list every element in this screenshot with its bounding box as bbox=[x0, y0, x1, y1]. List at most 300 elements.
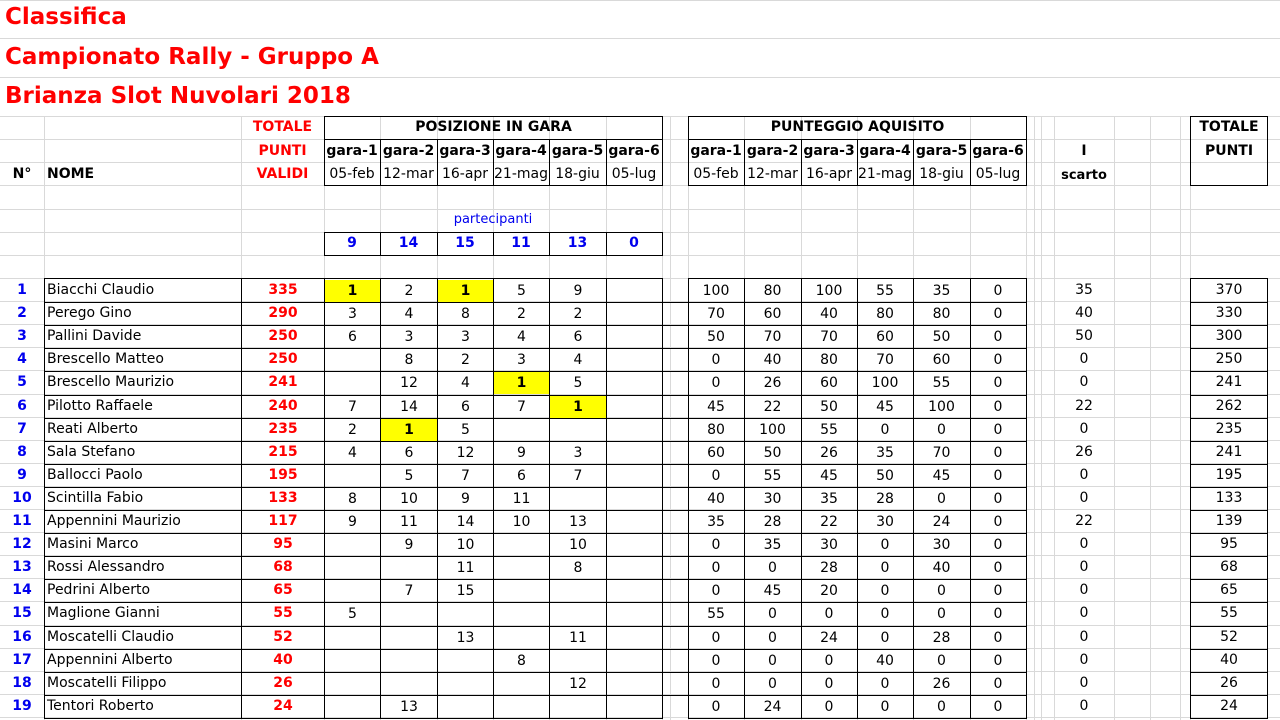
row-name: Appennini Alberto bbox=[47, 652, 173, 668]
row-scarto: 40 bbox=[1075, 305, 1093, 321]
participants-gara-4: 11 bbox=[511, 235, 531, 251]
position-cell bbox=[550, 696, 606, 718]
points-cell: 0 bbox=[993, 283, 1003, 299]
row-number: 17 bbox=[12, 652, 32, 668]
points-cell: 40 bbox=[707, 491, 725, 507]
row-punti-validi: 335 bbox=[268, 282, 298, 298]
points-cell: 0 bbox=[711, 468, 721, 484]
position-cell bbox=[325, 580, 380, 602]
points-cell: 0 bbox=[993, 445, 1003, 461]
row-scarto: 35 bbox=[1075, 282, 1093, 298]
position-cell bbox=[438, 650, 493, 672]
row-totale: 139 bbox=[1215, 513, 1243, 529]
grid-line-h bbox=[0, 77, 1280, 78]
points-cell: 0 bbox=[880, 560, 890, 576]
position-cell: 6 bbox=[573, 329, 583, 345]
position-cell bbox=[607, 627, 662, 649]
position-cell: 10 bbox=[512, 514, 531, 530]
row-divider bbox=[1190, 695, 1268, 696]
position-gara-2: gara-2 bbox=[382, 143, 435, 159]
grid-line-v bbox=[1114, 116, 1115, 720]
points-cell: 0 bbox=[993, 514, 1003, 530]
row-number: 19 bbox=[12, 698, 32, 714]
points-cell: 0 bbox=[993, 699, 1003, 715]
points-cell: 55 bbox=[763, 468, 782, 484]
position-cell: 1 bbox=[550, 396, 606, 418]
position-cell bbox=[550, 580, 606, 602]
position-cell: 5 bbox=[404, 468, 414, 484]
position-date-1: 05-feb bbox=[329, 166, 375, 182]
points-cell: 30 bbox=[876, 514, 894, 530]
position-cell: 4 bbox=[348, 445, 357, 461]
position-cell bbox=[550, 603, 606, 625]
position-cell: 1 bbox=[325, 280, 380, 302]
position-cell bbox=[494, 419, 549, 441]
row-number: 16 bbox=[12, 629, 32, 645]
position-cell: 1 bbox=[438, 280, 493, 302]
points-cell: 70 bbox=[876, 352, 894, 368]
row-name: Pallini Davide bbox=[47, 328, 142, 344]
points-cell: 26 bbox=[820, 445, 838, 461]
position-cell bbox=[607, 557, 662, 579]
position-cell: 6 bbox=[517, 468, 526, 484]
row-totale: 330 bbox=[1215, 305, 1243, 321]
points-cell: 0 bbox=[993, 422, 1003, 438]
position-cell bbox=[607, 673, 662, 695]
position-cell bbox=[381, 673, 437, 695]
position-gara-5: gara-5 bbox=[551, 143, 604, 159]
position-cell: 3 bbox=[573, 445, 583, 461]
position-cell bbox=[381, 557, 437, 579]
points-cell: 80 bbox=[763, 283, 782, 299]
row-divider bbox=[1190, 556, 1268, 557]
points-cell: 45 bbox=[820, 468, 838, 484]
row-number: 14 bbox=[12, 582, 32, 598]
row-number: 18 bbox=[12, 675, 32, 691]
row-name: Biacchi Claudio bbox=[47, 282, 155, 298]
points-cell: 0 bbox=[824, 653, 834, 669]
row-punti-validi: 52 bbox=[273, 629, 293, 645]
row-number: 1 bbox=[17, 282, 27, 298]
row-totale: 95 bbox=[1220, 536, 1238, 552]
grid-line-h bbox=[0, 38, 1280, 39]
row-scarto: 0 bbox=[1079, 605, 1089, 621]
row-scarto: 0 bbox=[1079, 421, 1089, 437]
row-totale: 133 bbox=[1215, 490, 1243, 506]
points-cell: 26 bbox=[763, 375, 782, 391]
position-cell: 6 bbox=[348, 329, 357, 345]
header-number: N° bbox=[12, 166, 32, 182]
position-cell: 13 bbox=[569, 514, 587, 530]
points-cell: 50 bbox=[763, 445, 782, 461]
position-cell bbox=[494, 627, 549, 649]
points-cell: 0 bbox=[993, 560, 1003, 576]
position-cell bbox=[325, 534, 380, 556]
position-cell: 9 bbox=[573, 283, 583, 299]
row-punti-validi: 215 bbox=[268, 444, 298, 460]
points-gara-2: gara-2 bbox=[746, 143, 799, 159]
row-punti-validi: 250 bbox=[268, 328, 298, 344]
points-cell: 0 bbox=[768, 560, 777, 576]
position-gara-4: gara-4 bbox=[495, 143, 547, 159]
points-cell: 0 bbox=[711, 583, 721, 599]
position-cell: 5 bbox=[517, 283, 526, 299]
points-cell: 50 bbox=[876, 468, 894, 484]
points-cell: 80 bbox=[820, 352, 838, 368]
row-divider bbox=[1190, 418, 1268, 419]
row-totale: 65 bbox=[1220, 582, 1238, 598]
points-cell: 0 bbox=[937, 653, 946, 669]
row-scarto: 0 bbox=[1079, 629, 1089, 645]
position-cell bbox=[494, 557, 549, 579]
position-cell bbox=[607, 603, 662, 625]
position-cell bbox=[438, 673, 493, 695]
points-cell: 0 bbox=[993, 630, 1003, 646]
points-cell: 0 bbox=[711, 699, 721, 715]
row-divider bbox=[1190, 533, 1268, 534]
position-gara-1: gara-1 bbox=[326, 143, 378, 159]
position-cell: 12 bbox=[400, 375, 418, 391]
row-divider bbox=[1190, 348, 1268, 349]
row-divider bbox=[1190, 371, 1268, 372]
row-totale: 40 bbox=[1220, 652, 1238, 668]
points-cell: 0 bbox=[768, 606, 777, 622]
position-cell bbox=[607, 696, 662, 718]
points-cell: 24 bbox=[820, 630, 838, 646]
points-cell: 100 bbox=[928, 399, 955, 415]
points-cell: 80 bbox=[876, 306, 894, 322]
row-totale: 55 bbox=[1220, 605, 1238, 621]
points-cell: 35 bbox=[932, 283, 951, 299]
points-cell: 50 bbox=[932, 329, 951, 345]
position-cell: 7 bbox=[404, 583, 414, 599]
position-cell bbox=[494, 673, 549, 695]
points-cell: 0 bbox=[711, 653, 721, 669]
row-totale: 250 bbox=[1215, 351, 1243, 367]
header-nome: NOME bbox=[47, 166, 95, 182]
position-cell: 3 bbox=[517, 352, 526, 368]
header-scarto-i: I bbox=[1081, 143, 1087, 159]
position-cell: 2 bbox=[517, 306, 526, 322]
points-cell: 80 bbox=[932, 306, 951, 322]
row-name: Perego Gino bbox=[47, 305, 132, 321]
position-cell bbox=[494, 534, 549, 556]
position-gara-3: gara-3 bbox=[439, 143, 491, 159]
row-divider bbox=[1190, 487, 1268, 488]
position-cell: 5 bbox=[573, 375, 583, 391]
position-date-3: 16-apr bbox=[441, 166, 489, 182]
position-cell: 11 bbox=[512, 491, 531, 507]
grid-line-v bbox=[1034, 116, 1035, 720]
row-divider bbox=[1190, 464, 1268, 465]
points-cell: 60 bbox=[763, 306, 782, 322]
points-cell: 0 bbox=[880, 606, 890, 622]
points-cell: 0 bbox=[824, 699, 834, 715]
points-cell: 35 bbox=[876, 445, 894, 461]
row-scarto: 50 bbox=[1075, 328, 1093, 344]
position-cell bbox=[607, 650, 662, 672]
position-date-2: 12-mar bbox=[383, 166, 434, 182]
points-cell: 0 bbox=[711, 560, 721, 576]
row-divider bbox=[1190, 325, 1268, 326]
row-punti-validi: 117 bbox=[268, 513, 298, 529]
row-totale: 241 bbox=[1215, 374, 1243, 390]
position-cell bbox=[494, 603, 549, 625]
row-name: Pedrini Alberto bbox=[47, 582, 151, 598]
header-punti: PUNTI bbox=[258, 143, 307, 159]
row-number: 7 bbox=[17, 421, 27, 437]
position-cell: 7 bbox=[461, 468, 470, 484]
position-cell: 8 bbox=[517, 653, 526, 669]
points-cell: 0 bbox=[880, 422, 890, 438]
points-cell: 0 bbox=[768, 676, 777, 692]
points-cell: 0 bbox=[937, 422, 946, 438]
position-cell: 4 bbox=[573, 352, 583, 368]
points-cell: 80 bbox=[707, 422, 725, 438]
row-number: 8 bbox=[17, 444, 27, 460]
position-cell: 2 bbox=[348, 422, 357, 438]
participants-gara-5: 13 bbox=[567, 235, 588, 251]
position-cell bbox=[325, 372, 380, 394]
points-date-5: 18-giu bbox=[919, 166, 964, 182]
participants-label: partecipanti bbox=[453, 212, 533, 227]
position-cell: 10 bbox=[400, 491, 418, 507]
points-cell: 0 bbox=[937, 491, 946, 507]
points-cell: 35 bbox=[707, 514, 725, 530]
row-number: 6 bbox=[17, 398, 27, 414]
position-cell: 9 bbox=[348, 514, 357, 530]
row-scarto: 26 bbox=[1075, 444, 1093, 460]
row-totale: 300 bbox=[1215, 328, 1243, 344]
points-cell: 35 bbox=[820, 491, 838, 507]
points-cell: 55 bbox=[707, 606, 725, 622]
row-divider bbox=[1190, 672, 1268, 673]
position-cell: 10 bbox=[456, 537, 475, 553]
position-cell: 13 bbox=[456, 630, 475, 646]
points-cell: 0 bbox=[880, 583, 890, 599]
points-cell: 70 bbox=[932, 445, 951, 461]
row-scarto: 22 bbox=[1075, 513, 1093, 529]
position-cell: 5 bbox=[348, 606, 357, 622]
row-totale: 262 bbox=[1215, 398, 1243, 414]
grid-line-v bbox=[1041, 116, 1042, 720]
row-scarto: 0 bbox=[1079, 652, 1089, 668]
row-name: Sala Stefano bbox=[47, 444, 136, 460]
row-scarto: 22 bbox=[1075, 398, 1093, 414]
points-cell: 70 bbox=[820, 329, 838, 345]
points-cell: 30 bbox=[820, 537, 838, 553]
row-number: 10 bbox=[12, 490, 32, 506]
position-cell bbox=[607, 488, 662, 510]
participants-gara-1: 9 bbox=[347, 235, 357, 251]
points-cell: 0 bbox=[993, 468, 1003, 484]
points-cell: 0 bbox=[937, 699, 946, 715]
row-totale: 235 bbox=[1215, 421, 1243, 437]
points-cell: 0 bbox=[993, 375, 1003, 391]
row-name: Rossi Alessandro bbox=[47, 559, 165, 575]
header-totale-punti: TOTALE bbox=[1199, 119, 1259, 135]
position-cell: 10 bbox=[569, 537, 587, 553]
position-cell: 14 bbox=[456, 514, 475, 530]
position-cell: 9 bbox=[461, 491, 470, 507]
row-totale: 195 bbox=[1215, 467, 1243, 483]
row-name: Maglione Gianni bbox=[47, 605, 160, 621]
points-cell: 20 bbox=[820, 583, 838, 599]
points-cell: 55 bbox=[820, 422, 838, 438]
points-date-6: 05-lug bbox=[975, 166, 1021, 182]
row-scarto: 0 bbox=[1079, 675, 1089, 691]
row-totale: 241 bbox=[1215, 444, 1243, 460]
points-cell: 0 bbox=[937, 606, 946, 622]
row-name: Pilotto Raffaele bbox=[47, 398, 153, 414]
position-cell bbox=[550, 419, 606, 441]
row-name: Appennini Maurizio bbox=[47, 513, 181, 529]
position-cell: 8 bbox=[461, 306, 470, 322]
row-scarto: 0 bbox=[1079, 490, 1089, 506]
row-totale: 68 bbox=[1220, 559, 1238, 575]
points-cell: 28 bbox=[763, 514, 782, 530]
participants-gara-3: 15 bbox=[455, 235, 475, 251]
row-divider bbox=[1190, 302, 1268, 303]
points-cell: 40 bbox=[876, 653, 894, 669]
position-cell bbox=[607, 349, 662, 371]
row-name: Scintilla Fabio bbox=[47, 490, 144, 506]
row-number: 9 bbox=[17, 467, 27, 483]
row-punti-validi: 24 bbox=[273, 698, 293, 714]
points-cell: 22 bbox=[820, 514, 838, 530]
row-divider bbox=[1190, 579, 1268, 580]
points-gara-4: gara-4 bbox=[859, 143, 911, 159]
position-cell: 8 bbox=[573, 560, 583, 576]
position-cell bbox=[607, 442, 662, 464]
position-cell: 2 bbox=[461, 352, 470, 368]
title-brianza: Brianza Slot Nuvolari 2018 bbox=[5, 83, 351, 109]
row-name: Brescello Matteo bbox=[47, 351, 164, 367]
points-cell: 0 bbox=[993, 653, 1003, 669]
row-number: 4 bbox=[17, 351, 27, 367]
points-cell: 30 bbox=[763, 491, 782, 507]
position-cell: 6 bbox=[404, 445, 414, 461]
title-campionato: Campionato Rally - Gruppo A bbox=[5, 44, 379, 70]
points-cell: 0 bbox=[993, 329, 1003, 345]
row-number: 5 bbox=[17, 374, 27, 390]
row-punti-validi: 40 bbox=[273, 652, 293, 668]
position-cell: 4 bbox=[404, 306, 414, 322]
participants-gara-6: 0 bbox=[629, 235, 639, 251]
row-punti-validi: 68 bbox=[273, 559, 293, 575]
position-cell: 12 bbox=[569, 676, 587, 692]
grid-line-v bbox=[1180, 116, 1181, 720]
position-cell bbox=[494, 580, 549, 602]
row-name: Ballocci Paolo bbox=[47, 467, 143, 483]
position-date-4: 21-mag bbox=[494, 166, 548, 182]
points-cell: 0 bbox=[824, 606, 834, 622]
position-cell: 3 bbox=[461, 329, 470, 345]
position-cell: 2 bbox=[404, 283, 414, 299]
position-cell: 7 bbox=[573, 468, 583, 484]
position-cell: 12 bbox=[456, 445, 475, 461]
points-cell: 35 bbox=[763, 537, 782, 553]
position-cell: 1 bbox=[494, 372, 549, 394]
points-cell: 100 bbox=[815, 283, 843, 299]
points-cell: 45 bbox=[707, 399, 725, 415]
position-cell bbox=[550, 488, 606, 510]
position-cell bbox=[607, 372, 662, 394]
header-totale: TOTALE bbox=[252, 119, 313, 135]
points-gara-6: gara-6 bbox=[972, 143, 1024, 159]
row-totale: 24 bbox=[1220, 698, 1238, 714]
points-cell: 60 bbox=[876, 329, 894, 345]
position-cell bbox=[607, 396, 662, 418]
points-cell: 24 bbox=[763, 699, 782, 715]
points-cell: 50 bbox=[707, 329, 725, 345]
position-cell bbox=[325, 673, 380, 695]
points-cell: 0 bbox=[993, 491, 1003, 507]
points-gara-5: gara-5 bbox=[915, 143, 968, 159]
points-cell: 0 bbox=[880, 676, 890, 692]
position-cell: 8 bbox=[348, 491, 357, 507]
position-cell: 15 bbox=[456, 583, 475, 599]
points-cell: 0 bbox=[937, 583, 946, 599]
position-cell: 4 bbox=[461, 375, 470, 391]
position-cell: 11 bbox=[400, 514, 418, 530]
position-cell bbox=[325, 627, 380, 649]
position-cell bbox=[381, 603, 437, 625]
points-cell: 60 bbox=[820, 375, 838, 391]
row-totale: 370 bbox=[1215, 282, 1243, 298]
row-scarto: 0 bbox=[1079, 698, 1089, 714]
header-posizione: POSIZIONE IN GARA bbox=[415, 119, 572, 135]
position-cell: 11 bbox=[569, 630, 587, 646]
row-punti-validi: 26 bbox=[273, 675, 293, 691]
position-cell bbox=[381, 650, 437, 672]
row-punti-validi: 65 bbox=[273, 582, 293, 598]
points-cell: 0 bbox=[880, 699, 890, 715]
position-cell bbox=[438, 603, 493, 625]
position-cell: 3 bbox=[404, 329, 414, 345]
points-cell: 60 bbox=[707, 445, 725, 461]
position-cell: 7 bbox=[517, 399, 526, 415]
position-cell: 4 bbox=[517, 329, 526, 345]
points-cell: 0 bbox=[993, 583, 1003, 599]
grid-line-h bbox=[0, 209, 1280, 210]
points-cell: 0 bbox=[993, 676, 1003, 692]
points-cell: 28 bbox=[932, 630, 951, 646]
position-cell: 1 bbox=[381, 419, 437, 441]
position-date-5: 18-giu bbox=[555, 166, 600, 182]
points-cell: 0 bbox=[993, 352, 1003, 368]
row-totale: 26 bbox=[1220, 675, 1238, 691]
position-cell bbox=[325, 557, 380, 579]
header-validi: VALIDI bbox=[256, 166, 309, 182]
row-punti-validi: 133 bbox=[268, 490, 298, 506]
row-scarto: 0 bbox=[1079, 374, 1089, 390]
points-cell: 0 bbox=[768, 653, 777, 669]
row-name: Tentori Roberto bbox=[47, 698, 154, 714]
points-date-4: 21-mag bbox=[858, 166, 912, 182]
points-cell: 0 bbox=[711, 676, 721, 692]
row-punti-validi: 55 bbox=[273, 605, 293, 621]
grid-line-h bbox=[0, 0, 1280, 1]
row-divider bbox=[1190, 649, 1268, 650]
points-cell: 40 bbox=[820, 306, 838, 322]
position-cell: 3 bbox=[348, 306, 357, 322]
points-cell: 70 bbox=[707, 306, 725, 322]
points-cell: 24 bbox=[932, 514, 951, 530]
points-cell: 45 bbox=[763, 583, 782, 599]
position-cell: 7 bbox=[348, 399, 357, 415]
points-cell: 55 bbox=[876, 283, 894, 299]
